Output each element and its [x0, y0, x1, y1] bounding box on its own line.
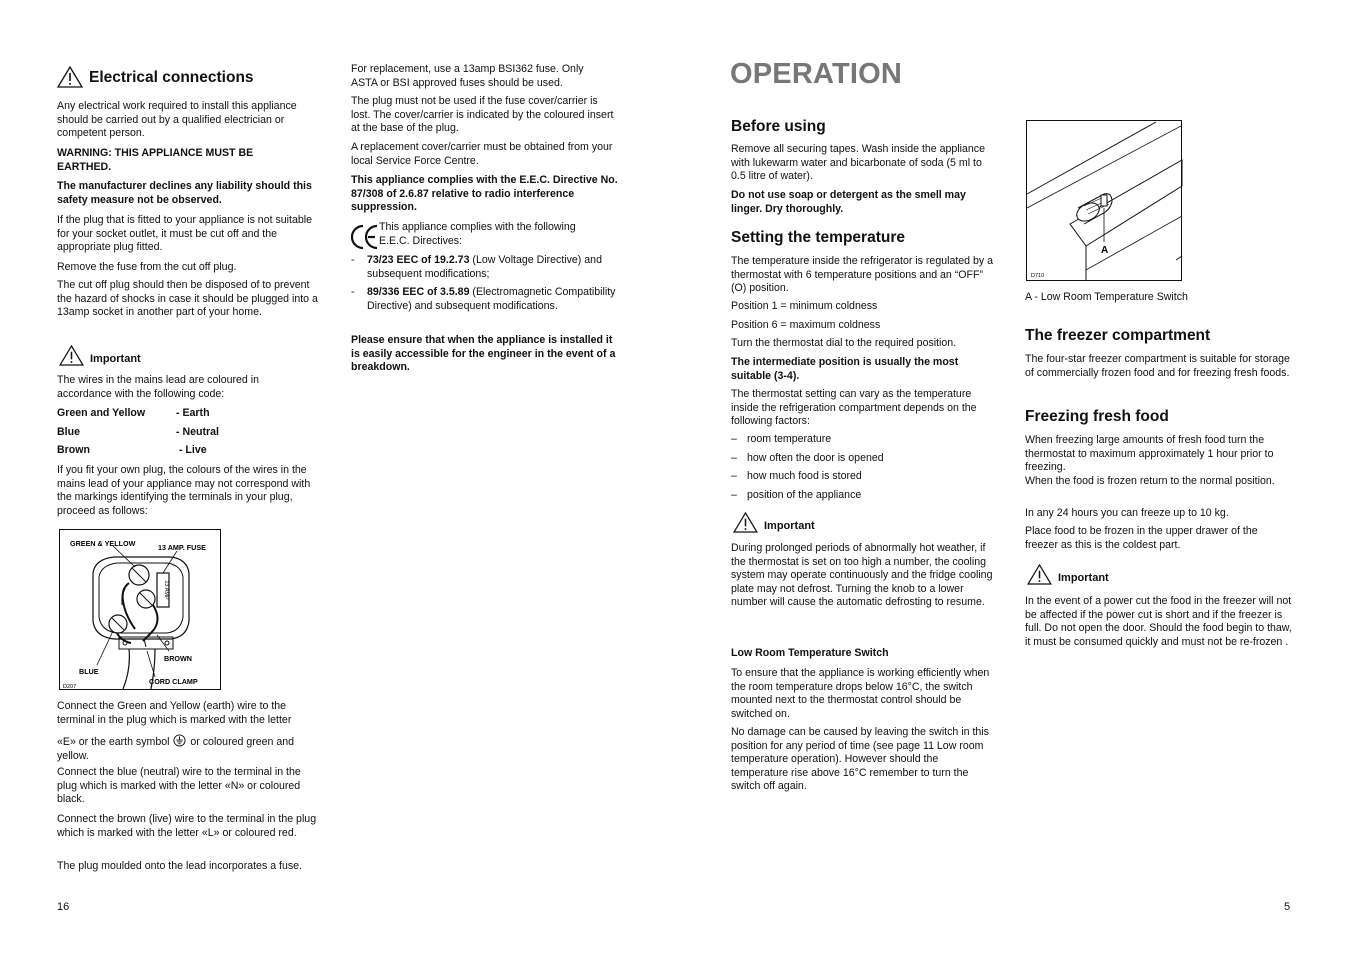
ce-mark-row [351, 221, 619, 251]
important-label: Important [90, 353, 141, 365]
paragraph: In the event of a power cut the food in the freezer will not be affected if the power cut is short and if the freezer is full. Do not open the door. Should the food begin to thaw, it must be consumed quickly and must not be re-frozen . [1025, 595, 1292, 648]
paragraph: No damage can be caused by leaving the switch in this position for any period of time (see page 11 Low room temperature operation). However should the temperature rise above 16°C remember to turn the switch off again. [731, 726, 989, 793]
important-label: Important [1058, 572, 1109, 584]
paragraph: The temperature inside the refrigerator is regulated by a thermostat with 6 temperature positions and an “OFF” (O) position. [731, 255, 994, 295]
important-label: Important [764, 520, 815, 532]
wire-value: - Earth [176, 407, 210, 419]
wire-value: - Neutral [176, 425, 219, 438]
warning-text: WARNING: THIS APPLIANCE MUST BE EARTHED. [57, 147, 254, 173]
directive-desc: (Low Voltage Directive) and subsequent modifications; [367, 254, 602, 280]
wire-name: Green and Yellow [57, 407, 146, 419]
position-6-text: Position 6 = maximum coldness [731, 319, 881, 331]
page-number-left: 16 [57, 901, 70, 913]
page-title: OPERATION [730, 58, 903, 90]
paragraph: The cut off plug should then be disposed of to prevent the hazard of shocks in case it should be plugged into a 13amp socket in another part of your home. [57, 279, 318, 319]
factor-text: room temperature [747, 433, 832, 445]
section-heading: Freezing fresh food [1025, 408, 1169, 425]
wire-code-list [57, 407, 321, 463]
important-heading-row [59, 345, 141, 366]
text-fragment: When freezing large amounts of fresh food turn the thermostat to maximum approximately 1 hour prior to freezing. [1025, 434, 1274, 474]
eec-directive-text: This appliance complies with the E.E.C. Directive No. 87/308 of 2.6.87 relative to radio interference suppression. [351, 174, 618, 214]
directive-item: - 89/336 EEC of 3.5.89 (Electromagnetic Compatibility Directive) and subsequent modifications. [351, 286, 616, 312]
earth-symbol-icon [173, 734, 186, 747]
warning-icon [733, 512, 758, 533]
fuse-label: 13 AMP. FUSE [158, 543, 206, 552]
page-number-right: 5 [1284, 901, 1291, 913]
important-heading-row [1027, 564, 1109, 585]
paragraph: Connect the blue (neutral) wire to the terminal in the plug which is marked with the letter «N» or coloured black. [57, 766, 301, 806]
ce-mark-icon [351, 223, 379, 251]
factor-list [731, 433, 997, 507]
factor-item: – position of the appliance [731, 488, 862, 501]
paragraph [1025, 434, 1293, 488]
directive-id: 73/23 EEC of 19.2.73 [367, 254, 470, 266]
paragraph: Remove the fuse from the cut off plug. [57, 261, 237, 273]
paragraph: Remove all securing tapes. Wash inside the appliance with lukewarm water and bicarbonate of soda (5 ml to 0.5 litre of water). [731, 143, 985, 183]
factor-text: how often the door is opened [747, 451, 884, 464]
wire-value: - Live [176, 444, 207, 457]
section-heading: Before using [731, 118, 826, 135]
section-heading: Setting the temperature [731, 229, 905, 246]
directive-desc: (Electromagnetic Compatibility Directive) and subsequent modifications. [367, 286, 616, 312]
warning-icon [1027, 564, 1052, 585]
paragraph: A replacement cover/carrier must be obtained from your local Service Force Centre. [351, 141, 613, 167]
ensure-text: Please ensure that when the appliance is installed it is easily accessible for the engineer in the event of a breakdown. [351, 334, 616, 374]
wire-row [57, 444, 321, 458]
cord-clamp-label: CORD CLAMP [149, 677, 198, 686]
paragraph: The wires in the mains lead are coloured in accordance with the following code: [57, 374, 259, 400]
directive-list [351, 254, 619, 318]
wire-row [57, 407, 321, 421]
text-fragment: «E» or the earth symbol [57, 736, 170, 748]
wire-row [57, 426, 321, 440]
figure-label: A [1101, 245, 1109, 256]
electrical-heading-row [57, 66, 254, 88]
paragraph: The four-star freezer compartment is suitable for storage of commercially frozen food and for freezing fresh foods. [1025, 353, 1290, 379]
section-heading: The freezer compartment [1025, 327, 1211, 344]
paragraph: Any electrical work required to install this appliance should be carried out by a qualified electrician or competent person. [57, 100, 297, 140]
directive-id: 89/336 EEC of 3.5.89 [367, 286, 470, 299]
factor-item: – how often the door is opened [731, 451, 884, 464]
paragraph: Turn the thermostat dial to the required position. [731, 337, 957, 349]
paragraph: The plug moulded onto the lead incorporates a fuse. [57, 860, 302, 872]
paragraph: In any 24 hours you can freeze up to 10 kg. [1025, 507, 1229, 519]
brown-label: BROWN [164, 654, 192, 663]
fuse-body-text: 13 AMP [163, 580, 169, 600]
paragraph: If you fit your own plug, the colours of the wires in the mains lead of your appliance may not correspond with the markings identifying the terminals in your plug, proceed as follows: [57, 464, 311, 517]
figure-caption: A - Low Room Temperature Switch [1025, 291, 1188, 303]
paragraph: Connect the brown (live) wire to the terminal in the plug which is marked with the letter «L» or coloured red. [57, 813, 317, 839]
paragraph: Connect the Green and Yellow (earth) wire to the terminal in the plug which is marked with the letter [57, 700, 292, 726]
wire-name: Blue [57, 425, 80, 438]
text-fragment: or coloured green and yellow. [57, 736, 295, 762]
paragraph: For replacement, use a 13amp BSI362 fuse. Only ASTA or BSI approved fuses should be used. [351, 63, 584, 89]
factor-item: – how much food is stored [731, 470, 862, 483]
warning-icon [59, 345, 84, 366]
section-heading: Electrical connections [89, 69, 254, 86]
paragraph: The plug must not be used if the fuse cover/carrier is lost. The cover/carrier is indicated by the coloured insert at the base of the plug. [351, 95, 614, 135]
ce-text: This appliance complies with the following E.E.C. Directives: [379, 221, 576, 247]
bold-note: Do not use soap or detergent as the smell may linger. Dry thoroughly. [731, 189, 966, 215]
figure-code: D207 [63, 684, 77, 690]
important-heading-row [733, 512, 815, 533]
factor-item: – room temperature [731, 433, 832, 445]
position-1-text: Position 1 = minimum coldness [731, 300, 878, 312]
directive-item: - 73/23 EEC of 19.2.73 (Low Voltage Directive) and subsequent modifications; [351, 254, 602, 280]
factor-text: position of the appliance [747, 488, 862, 501]
text-fragment: When the food is frozen return to the normal position. [1025, 474, 1275, 487]
paragraph: During prolonged periods of abnormally hot weather, if the thermostat is set on too high a number, the cooling system may operate continuously and the fridge cooling plate may not defrost. Turning the knob to a lower number will cause the automatic defrosting to resume. [731, 542, 993, 609]
switch-figure [1026, 120, 1183, 282]
paragraph [57, 734, 321, 763]
factor-text: how much food is stored [747, 470, 862, 483]
wire-name: Brown [57, 444, 90, 457]
figure-code: D710 [1031, 273, 1045, 279]
blue-label: BLUE [79, 667, 99, 676]
warning-icon [57, 66, 83, 88]
green-yellow-label: GREEN & YELLOW [70, 539, 136, 548]
paragraph: To ensure that the appliance is working efficiently when the room temperature drops below 16°C, the switch mounted next to the thermostat control should be switched on. [731, 667, 990, 720]
plug-wiring-diagram [59, 529, 221, 691]
paragraph: If the plug that is fitted to your appliance is not suitable for your socket outlet, it must be cut off and the appropriate plug fitted. [57, 214, 312, 254]
liability-text: The manufacturer declines any liability should this safety measure not be observed. [57, 180, 312, 206]
paragraph: Place food to be frozen in the upper drawer of the freezer as this is the coldest part. [1025, 525, 1258, 551]
paragraph: The thermostat setting can vary as the temperature inside the refrigeration compartment depends on the following factors: [731, 388, 977, 428]
bold-note: The intermediate position is usually the most suitable (3-4). [731, 356, 959, 382]
subheading: Low Room Temperature Switch [731, 647, 889, 659]
